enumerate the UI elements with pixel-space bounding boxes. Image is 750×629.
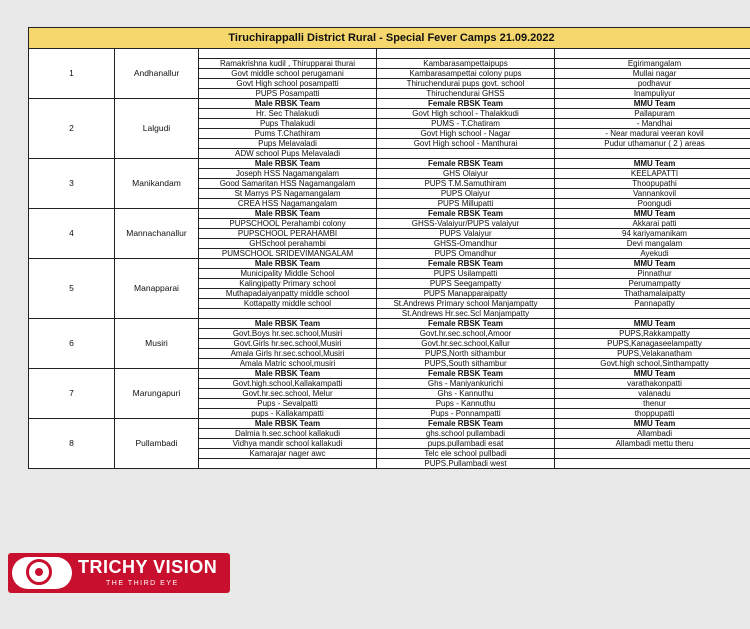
female-team-cell: PUPS Valaiyur	[377, 229, 555, 239]
female-team-cell: Telc ele school pullbadi	[377, 449, 555, 459]
female-team-cell: PUPS Olaiyur	[377, 189, 555, 199]
block-header-row	[29, 209, 750, 219]
block-header-row	[29, 419, 750, 429]
female-team-header	[377, 49, 555, 59]
female-team-cell: PUPS Seegampatty	[377, 279, 555, 289]
female-team-header: Female RBSK Team	[377, 319, 555, 329]
fever-camp-sheet	[28, 27, 750, 469]
male-team-header: Male RBSK Team	[199, 209, 377, 219]
block-number: 2	[29, 99, 115, 159]
mmu-team-cell: podhavur	[555, 79, 750, 89]
female-team-cell: PUPS.Pullambadi west	[377, 459, 555, 469]
female-team-cell: Thiruchendurai GHSS	[377, 89, 555, 99]
mmu-team-header	[555, 49, 750, 59]
male-team-header: Male RBSK Team	[199, 99, 377, 109]
mmu-team-header: MMU Team	[555, 369, 750, 379]
mmu-team-cell: 94 kariyamanikam	[555, 229, 750, 239]
mmu-team-header: MMU Team	[555, 99, 750, 109]
block-name: Musiri	[115, 319, 199, 369]
mmu-team-cell	[555, 459, 750, 469]
mmu-team-cell: Perumampatty	[555, 279, 750, 289]
mmu-team-cell: Allambadi	[555, 429, 750, 439]
male-team-cell: Ramakrishna kudil , Thirupparai thurai	[199, 59, 377, 69]
mmu-team-cell: - Near madurai veeran kovil	[555, 129, 750, 139]
female-team-cell: PUPS Usilampatti	[377, 269, 555, 279]
mmu-team-cell: Thoopupathi	[555, 179, 750, 189]
female-team-cell: St.Andrews Primary school Manjampatty	[377, 299, 555, 309]
mmu-team-cell: PUPS,Rakkampatty	[555, 329, 750, 339]
female-team-cell: PUPS,South sithambur	[377, 359, 555, 369]
mmu-team-cell: Inampuliyur	[555, 89, 750, 99]
mmu-team-cell: Akkarai patti	[555, 219, 750, 229]
male-team-header: Male RBSK Team	[199, 369, 377, 379]
mmu-team-cell: Allambadi mettu theru	[555, 439, 750, 449]
block-header-row	[29, 319, 750, 329]
block-number: 3	[29, 159, 115, 209]
male-team-cell: Joseph HSS Nagamangalam	[199, 169, 377, 179]
male-team-cell: Vidhya mandir school kallakudi	[199, 439, 377, 449]
female-team-cell: PUMS - T.Chatiram	[377, 119, 555, 129]
block-number: 4	[29, 209, 115, 259]
male-team-cell: Pups Thalakudi	[199, 119, 377, 129]
female-team-header: Female RBSK Team	[377, 419, 555, 429]
female-team-cell: Kambarasampettai colony pups	[377, 69, 555, 79]
female-team-cell: ghs.school pullambadi	[377, 429, 555, 439]
mmu-team-header: MMU Team	[555, 319, 750, 329]
male-team-cell: Govt High school posampatti	[199, 79, 377, 89]
mmu-team-cell: thenur	[555, 399, 750, 409]
mmu-team-cell: Pannapatty	[555, 299, 750, 309]
mmu-team-cell: thoppupatti	[555, 409, 750, 419]
mmu-team-cell: PUPS,Kanagaseelampatty	[555, 339, 750, 349]
female-team-header: Female RBSK Team	[377, 259, 555, 269]
male-team-header: Male RBSK Team	[199, 159, 377, 169]
female-team-cell: GHS Olaiyur	[377, 169, 555, 179]
male-team-cell: Govt.Boys hr.sec.school,Musiri	[199, 329, 377, 339]
mmu-team-cell	[555, 149, 750, 159]
female-team-cell: GHSS-Omandhur	[377, 239, 555, 249]
female-team-cell: Govt.hr.sec.school,Kallur	[377, 339, 555, 349]
mmu-team-cell: Devi mangalam	[555, 239, 750, 249]
trichy-vision-watermark	[8, 553, 230, 593]
male-team-cell: Kottapatty middle school	[199, 299, 377, 309]
mmu-team-cell: Ayekudi	[555, 249, 750, 259]
block-name: Pullambadi	[115, 419, 199, 469]
title-row	[29, 28, 750, 49]
male-team-cell: PUMSCHOOL SRIDEVIMANGALAM	[199, 249, 377, 259]
mmu-team-cell: Govt.high school,Sinthampatty	[555, 359, 750, 369]
female-team-cell: Pups - Ponnampatti	[377, 409, 555, 419]
mmu-team-cell: PUPS,Velakanatham	[555, 349, 750, 359]
block-number: 5	[29, 259, 115, 319]
female-team-cell: Govt High school - Nagar	[377, 129, 555, 139]
mmu-team-cell	[555, 449, 750, 459]
block-header-row	[29, 99, 750, 109]
block-name: Andhanallur	[115, 49, 199, 99]
female-team-header: Female RBSK Team	[377, 369, 555, 379]
male-team-header	[199, 49, 377, 59]
mmu-team-cell: Pudur uthamanur ( 2 ) areas	[555, 139, 750, 149]
mmu-team-cell: Pinnathur	[555, 269, 750, 279]
male-team-cell: Hr. Sec Thalakudi	[199, 109, 377, 119]
mmu-team-cell: varathakonpatti	[555, 379, 750, 389]
male-team-cell: PUPSCHOOL PERAHAMBI	[199, 229, 377, 239]
block-number: 6	[29, 319, 115, 369]
male-team-cell: pups - Kallakampatti	[199, 409, 377, 419]
eye-logo-icon	[12, 557, 72, 589]
mmu-team-cell: Pallapuram	[555, 109, 750, 119]
male-team-cell: Pums T.Chathiram	[199, 129, 377, 139]
block-name: Marungapuri	[115, 369, 199, 419]
block-header-row	[29, 369, 750, 379]
female-team-cell: Ghs - Kannuthu	[377, 389, 555, 399]
male-team-header: Male RBSK Team	[199, 419, 377, 429]
mmu-team-cell: Thathamalaipatty	[555, 289, 750, 299]
male-team-cell: Municipality Middle School	[199, 269, 377, 279]
block-header-row	[29, 259, 750, 269]
male-team-cell: Pups Melavaladi	[199, 139, 377, 149]
mmu-team-cell: Poongudi	[555, 199, 750, 209]
mmu-team-cell: - Mandhai	[555, 119, 750, 129]
male-team-cell: Amala Matric school,musiri	[199, 359, 377, 369]
female-team-cell: Govt High school - Thalakkudi	[377, 109, 555, 119]
bottom-strip	[0, 608, 750, 629]
male-team-cell: Muthapadaiyanpatty middle school	[199, 289, 377, 299]
male-team-cell: Dalmia h.sec.school kallakudi	[199, 429, 377, 439]
female-team-cell: PUPS T.M.Samuthiram	[377, 179, 555, 189]
male-team-header: Male RBSK Team	[199, 259, 377, 269]
female-team-cell: St.Andrews Hr.sec.Scl Manjampatty	[377, 309, 555, 319]
female-team-cell	[377, 149, 555, 159]
male-team-cell: Govt.hr.sec.school, Melur	[199, 389, 377, 399]
camp-table	[28, 27, 750, 469]
female-team-cell: Pups - Kannuthu	[377, 399, 555, 409]
brand-name: TRICHY VISION	[78, 557, 218, 577]
male-team-cell: Govt.Girls hr.sec.school,Musiri	[199, 339, 377, 349]
block-header-row	[29, 49, 750, 59]
female-team-cell: PUPS Millupatti	[377, 199, 555, 209]
female-team-cell: PUPS Omandhur	[377, 249, 555, 259]
mmu-team-cell: KEELAPATTI	[555, 169, 750, 179]
male-team-cell: Kalingipatty Primary school	[199, 279, 377, 289]
female-team-header: Female RBSK Team	[377, 159, 555, 169]
mmu-team-header: MMU Team	[555, 159, 750, 169]
block-name: Manapparai	[115, 259, 199, 319]
brand-tagline: THE THIRD EYE	[106, 580, 179, 587]
block-header-row	[29, 159, 750, 169]
mmu-team-header: MMU Team	[555, 209, 750, 219]
male-team-cell: CREA HSS Nagamangalam	[199, 199, 377, 209]
female-team-cell: PUPS Manapparaipatty	[377, 289, 555, 299]
mmu-team-cell: Mullai nagar	[555, 69, 750, 79]
male-team-cell: ADW school Pups Melavaladi	[199, 149, 377, 159]
female-team-cell: Govt High school - Manthurai	[377, 139, 555, 149]
male-team-cell: St Marrys PS Nagamangalam	[199, 189, 377, 199]
male-team-cell	[199, 459, 377, 469]
male-team-cell: Govt middle school perugamani	[199, 69, 377, 79]
mmu-team-header: MMU Team	[555, 419, 750, 429]
male-team-cell: GHSchool perahambi	[199, 239, 377, 249]
female-team-cell: Thiruchendurai pups govt. school	[377, 79, 555, 89]
male-team-cell	[199, 309, 377, 319]
block-name: Manikandam	[115, 159, 199, 209]
mmu-team-header: MMU Team	[555, 259, 750, 269]
sheet-title: Tiruchirappalli District Rural - Special Fever Camps 21.09.2022	[29, 28, 750, 49]
block-number: 8	[29, 419, 115, 469]
female-team-cell: Govt.hr.sec.school,Amoor	[377, 329, 555, 339]
male-team-cell: Kamarajar nager awc	[199, 449, 377, 459]
male-team-cell: PUPSCHOOL Perahambi colony	[199, 219, 377, 229]
male-team-cell: Amala Girls hr.sec.school,Musiri	[199, 349, 377, 359]
male-team-cell: Govt.high.school,Kallakampatti	[199, 379, 377, 389]
male-team-cell: PUPS Posampatti	[199, 89, 377, 99]
male-team-cell: Good Samaritan HSS Nagamangalam	[199, 179, 377, 189]
mmu-team-cell: Vannankovil	[555, 189, 750, 199]
block-number: 7	[29, 369, 115, 419]
mmu-team-cell: valanadu	[555, 389, 750, 399]
male-team-cell: Pups - Sevalpatti	[199, 399, 377, 409]
mmu-team-cell	[555, 309, 750, 319]
female-team-header: Female RBSK Team	[377, 209, 555, 219]
female-team-cell: Kambarasampettaipups	[377, 59, 555, 69]
block-number: 1	[29, 49, 115, 99]
female-team-cell: Ghs - Maniyankurichi	[377, 379, 555, 389]
mmu-team-cell: Egirimangalam	[555, 59, 750, 69]
block-name: Mannachanallur	[115, 209, 199, 259]
block-name: Lalgudi	[115, 99, 199, 159]
female-team-header: Female RBSK Team	[377, 99, 555, 109]
female-team-cell: pups.pullambadi esat	[377, 439, 555, 449]
female-team-cell: PUPS,North sithambur	[377, 349, 555, 359]
female-team-cell: GHSS-Valaiyur/PUPS valaiyur	[377, 219, 555, 229]
male-team-header: Male RBSK Team	[199, 319, 377, 329]
